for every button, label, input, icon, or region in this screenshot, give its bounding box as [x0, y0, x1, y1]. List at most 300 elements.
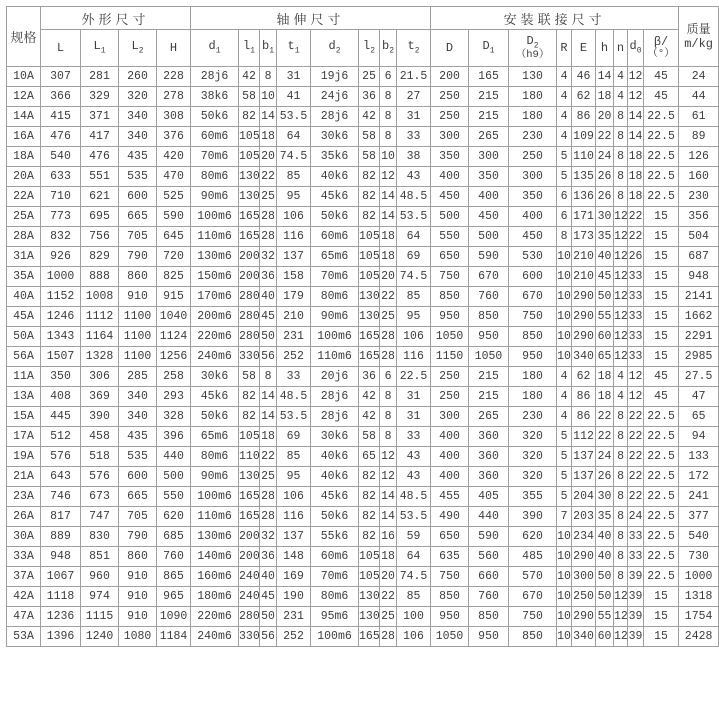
table-cell: 180 — [509, 387, 557, 407]
table-cell: 53.5 — [277, 107, 311, 127]
table-cell: 12 — [628, 87, 644, 107]
table-cell: 50 — [596, 567, 614, 587]
column-header — [157, 30, 191, 67]
table-cell: 45 — [644, 67, 679, 87]
table-cell: 38 — [397, 147, 431, 167]
column-header — [260, 30, 277, 67]
table-cell: 53.5 — [277, 407, 311, 427]
table-cell: 417 — [81, 127, 119, 147]
table-cell: 31 — [397, 407, 431, 427]
column-header-note: （h9） — [515, 49, 550, 62]
table-cell: 22 — [596, 407, 614, 427]
table-cell: 240m6 — [191, 347, 239, 367]
table-cell: 366 — [41, 87, 81, 107]
column-header — [509, 30, 557, 67]
table-cell: 250 — [431, 87, 469, 107]
table-cell: 22 — [260, 447, 277, 467]
table-cell: 165 — [359, 327, 380, 347]
table-cell: 369 — [81, 387, 119, 407]
spec-cell: 31A — [7, 247, 41, 267]
table-cell: 86 — [572, 387, 596, 407]
table-cell: 293 — [157, 387, 191, 407]
table-cell: 240 — [239, 587, 260, 607]
table-cell: 670 — [469, 267, 509, 287]
table-cell: 1246 — [41, 307, 81, 327]
table-cell: 20 — [260, 147, 277, 167]
table-cell: 10 — [260, 87, 277, 107]
table-cell: 130 — [359, 607, 380, 627]
table-cell: 180 — [509, 367, 557, 387]
table-cell: 42 — [359, 387, 380, 407]
table-cell: 2291 — [679, 327, 719, 347]
spec-cell: 18A — [7, 147, 41, 167]
table-cell: 28 — [380, 327, 397, 347]
table-cell: 400 — [431, 427, 469, 447]
table-cell: 40 — [596, 527, 614, 547]
table-cell: 18 — [596, 367, 614, 387]
table-cell: 40 — [260, 567, 277, 587]
table-cell: 190 — [277, 587, 311, 607]
table-cell: 660 — [469, 567, 509, 587]
table-cell: 48.5 — [397, 187, 431, 207]
table-cell: 390 — [81, 407, 119, 427]
table-cell: 550 — [431, 227, 469, 247]
table-cell: 80m6 — [311, 287, 359, 307]
column-header-symbol: b — [262, 39, 270, 54]
table-cell: 15 — [644, 607, 679, 627]
spec-cell: 45A — [7, 307, 41, 327]
table-cell: 36 — [359, 367, 380, 387]
table-cell: 14 — [380, 187, 397, 207]
table-cell: 74.5 — [277, 147, 311, 167]
table-cell: 850 — [431, 287, 469, 307]
table-cell: 825 — [157, 267, 191, 287]
table-cell: 12 — [380, 467, 397, 487]
column-header-symbol: d — [629, 39, 637, 54]
table-cell: 85 — [397, 587, 431, 607]
table-cell: 1184 — [157, 627, 191, 647]
table-cell: 31 — [397, 387, 431, 407]
table-cell: 8 — [614, 547, 628, 567]
table-cell: 171 — [572, 207, 596, 227]
table-cell: 5 — [557, 147, 572, 167]
table-cell: 59 — [397, 527, 431, 547]
table-cell: 645 — [157, 227, 191, 247]
table-cell: 12 — [628, 367, 644, 387]
table-cell: 24 — [628, 507, 644, 527]
table-cell: 20 — [380, 267, 397, 287]
table-cell: 30k6 — [191, 367, 239, 387]
table-cell: 420 — [157, 147, 191, 167]
table-cell: 39 — [628, 587, 644, 607]
column-header-symbol: L — [131, 39, 139, 54]
table-cell: 280 — [239, 287, 260, 307]
table-cell: 22.5 — [644, 527, 679, 547]
table-cell: 60 — [596, 327, 614, 347]
table-cell: 14 — [596, 67, 614, 87]
table-cell: 278 — [157, 87, 191, 107]
spec-cell: 37A — [7, 567, 41, 587]
table-cell: 165 — [239, 507, 260, 527]
table-cell: 35 — [596, 507, 614, 527]
table-cell: 22.5 — [644, 147, 679, 167]
table-cell: 82 — [239, 407, 260, 427]
table-cell: 400 — [431, 167, 469, 187]
table-cell: 1240 — [81, 627, 119, 647]
header-group-3: 安装联接尺寸 — [431, 7, 679, 30]
table-cell: 12 — [614, 627, 628, 647]
table-cell: 5 — [557, 167, 572, 187]
table-cell: 180 — [509, 87, 557, 107]
table-cell: 10 — [557, 587, 572, 607]
table-cell: 1236 — [41, 607, 81, 627]
table-cell: 45 — [644, 387, 679, 407]
table-cell: 590 — [469, 247, 509, 267]
column-header-symbol: H — [169, 40, 178, 55]
table-cell: 36 — [260, 267, 277, 287]
table-row — [7, 447, 719, 467]
table-cell: 860 — [119, 547, 157, 567]
table-cell: 14 — [260, 387, 277, 407]
table-cell: 60 — [596, 627, 614, 647]
table-cell: 69 — [277, 427, 311, 447]
table-cell: 4 — [557, 367, 572, 387]
table-cell: 133 — [679, 447, 719, 467]
table-cell: 40 — [596, 547, 614, 567]
table-cell: 14 — [380, 507, 397, 527]
table-cell: 18 — [628, 167, 644, 187]
table-cell: 340 — [119, 107, 157, 127]
column-header-subscript: 1 — [100, 46, 106, 56]
table-cell: 817 — [41, 507, 81, 527]
table-cell: 74.5 — [397, 267, 431, 287]
table-cell: 440 — [469, 507, 509, 527]
table-cell: 4 — [557, 407, 572, 427]
table-cell: 4 — [614, 67, 628, 87]
table-row — [7, 467, 719, 487]
table-cell: 130m6 — [191, 247, 239, 267]
spec-cell: 11A — [7, 367, 41, 387]
table-cell: 65m6 — [311, 247, 359, 267]
table-cell: 137 — [277, 247, 311, 267]
table-cell: 26 — [596, 467, 614, 487]
table-cell: 6 — [557, 207, 572, 227]
table-cell: 300 — [572, 567, 596, 587]
spec-cell: 22A — [7, 187, 41, 207]
table-cell: 470 — [157, 167, 191, 187]
table-cell: 1090 — [157, 607, 191, 627]
table-cell: 24 — [596, 447, 614, 467]
table-row — [7, 327, 719, 347]
table-cell: 550 — [157, 487, 191, 507]
table-cell: 8 — [614, 487, 628, 507]
table-cell: 10 — [380, 147, 397, 167]
table-cell: 910 — [119, 287, 157, 307]
column-header-subscript: 1 — [294, 46, 300, 56]
table-cell: 12 — [614, 227, 628, 247]
table-cell: 64 — [397, 547, 431, 567]
table-cell: 100m6 — [311, 627, 359, 647]
table-row — [7, 107, 719, 127]
table-row — [7, 307, 719, 327]
table-cell: 525 — [157, 187, 191, 207]
table-row — [7, 67, 719, 87]
spec-cell: 25A — [7, 207, 41, 227]
table-cell: 53.5 — [397, 207, 431, 227]
table-cell: 36 — [359, 87, 380, 107]
table-row — [7, 507, 719, 527]
header-group-2: 轴伸尺寸 — [191, 7, 431, 30]
table-cell: 1100 — [119, 347, 157, 367]
table-cell: 90m6 — [191, 187, 239, 207]
table-cell: 1050 — [431, 327, 469, 347]
spec-cell: 23A — [7, 487, 41, 507]
table-cell: 210 — [277, 307, 311, 327]
column-header-symbol: R — [560, 40, 568, 55]
spec-cell: 21A — [7, 467, 41, 487]
table-cell: 850 — [509, 627, 557, 647]
table-cell: 48.5 — [397, 487, 431, 507]
table-cell: 6 — [380, 367, 397, 387]
table-cell: 10 — [557, 607, 572, 627]
table-cell: 10 — [557, 627, 572, 647]
table-cell: 280 — [239, 607, 260, 627]
table-cell: 22.5 — [644, 487, 679, 507]
table-cell: 340 — [119, 407, 157, 427]
column-header — [644, 30, 679, 67]
table-cell: 974 — [81, 587, 119, 607]
column-header-subscript: 1 — [250, 46, 256, 56]
table-cell: 18 — [380, 227, 397, 247]
table-cell: 2985 — [679, 347, 719, 367]
table-cell: 8 — [380, 407, 397, 427]
table-cell: 260 — [119, 67, 157, 87]
table-cell: 8 — [380, 387, 397, 407]
table-cell: 400 — [431, 447, 469, 467]
table-cell: 16 — [380, 527, 397, 547]
table-cell: 60m6 — [191, 127, 239, 147]
table-cell: 110m6 — [191, 507, 239, 527]
column-header — [596, 30, 614, 67]
table-cell: 160 — [679, 167, 719, 187]
table-cell: 14 — [628, 127, 644, 147]
table-cell: 180 — [509, 107, 557, 127]
table-cell: 576 — [81, 467, 119, 487]
table-cell: 476 — [41, 127, 81, 147]
table-cell: 590 — [157, 207, 191, 227]
table-cell: 55 — [596, 307, 614, 327]
table-cell: 350 — [509, 187, 557, 207]
table-cell: 210 — [572, 247, 596, 267]
table-cell: 950 — [431, 607, 469, 627]
table-cell: 130 — [239, 187, 260, 207]
table-cell: 850 — [469, 607, 509, 627]
table-cell: 10 — [557, 287, 572, 307]
table-cell: 476 — [81, 147, 119, 167]
table-cell: 1100 — [119, 327, 157, 347]
table-cell: 241 — [679, 487, 719, 507]
spec-cell: 17A — [7, 427, 41, 447]
table-cell: 5 — [557, 467, 572, 487]
spec-cell: 35A — [7, 267, 41, 287]
table-cell: 22 — [380, 287, 397, 307]
spec-cell: 33A — [7, 547, 41, 567]
table-cell: 106 — [397, 627, 431, 647]
table-cell: 106 — [277, 487, 311, 507]
spec-cell: 19A — [7, 447, 41, 467]
column-header-symbol: L — [56, 40, 65, 55]
table-cell: 234 — [572, 527, 596, 547]
table-cell: 105 — [359, 247, 380, 267]
table-cell: 5 — [557, 447, 572, 467]
table-cell: 40k6 — [311, 467, 359, 487]
table-row — [7, 487, 719, 507]
table-cell: 747 — [81, 507, 119, 527]
table-cell: 250 — [572, 587, 596, 607]
column-header — [277, 30, 311, 67]
table-cell: 25 — [380, 607, 397, 627]
table-cell: 1100 — [119, 307, 157, 327]
column-header-subscript: 2 — [370, 46, 376, 56]
table-cell: 415 — [41, 107, 81, 127]
table-cell: 635 — [431, 547, 469, 567]
table-cell: 14 — [380, 487, 397, 507]
column-header-symbol: D — [482, 39, 490, 54]
table-cell: 832 — [41, 227, 81, 247]
table-cell: 55 — [596, 607, 614, 627]
table-cell: 215 — [469, 367, 509, 387]
table-cell: 300 — [509, 167, 557, 187]
table-cell: 105 — [239, 147, 260, 167]
table-cell: 203 — [572, 507, 596, 527]
table-cell: 33 — [397, 427, 431, 447]
column-header-symbol: t — [287, 39, 295, 54]
table-cell: 400 — [469, 187, 509, 207]
table-cell: 673 — [81, 487, 119, 507]
table-cell: 910 — [119, 607, 157, 627]
table-cell: 22.5 — [644, 547, 679, 567]
table-cell: 1067 — [41, 567, 81, 587]
table-cell: 33 — [628, 527, 644, 547]
table-cell: 82 — [359, 207, 380, 227]
column-header — [311, 30, 359, 67]
table-cell: 960 — [81, 567, 119, 587]
table-cell: 10 — [557, 527, 572, 547]
table-cell: 540 — [679, 527, 719, 547]
table-cell: 165 — [239, 487, 260, 507]
table-cell: 28 — [260, 487, 277, 507]
table-cell: 1000 — [679, 567, 719, 587]
table-cell: 90m6 — [311, 307, 359, 327]
table-cell: 35k6 — [311, 147, 359, 167]
table-row — [7, 427, 719, 447]
table-cell: 230 — [679, 187, 719, 207]
table-cell: 105 — [359, 547, 380, 567]
table-cell: 210 — [572, 267, 596, 287]
table-row — [7, 367, 719, 387]
table-cell: 12 — [614, 267, 628, 287]
table-cell: 53.5 — [397, 507, 431, 527]
table-cell: 65m6 — [191, 427, 239, 447]
table-cell: 4 — [557, 107, 572, 127]
table-cell: 58 — [359, 127, 380, 147]
table-cell: 860 — [119, 267, 157, 287]
table-cell: 965 — [157, 587, 191, 607]
table-cell: 200 — [431, 67, 469, 87]
table-cell: 80m6 — [191, 167, 239, 187]
table-cell: 24j6 — [311, 87, 359, 107]
table-cell: 82 — [359, 487, 380, 507]
table-cell: 45 — [644, 87, 679, 107]
table-cell: 22 — [596, 427, 614, 447]
spec-cell: 28A — [7, 227, 41, 247]
table-cell: 340 — [572, 627, 596, 647]
column-header-symbol: L — [93, 39, 101, 54]
table-cell: 30 — [596, 207, 614, 227]
table-cell: 82 — [359, 507, 380, 527]
table-cell: 1152 — [41, 287, 81, 307]
table-cell: 8 — [614, 507, 628, 527]
table-cell: 74.5 — [397, 567, 431, 587]
table-cell: 172 — [679, 467, 719, 487]
table-cell: 231 — [277, 327, 311, 347]
table-cell: 340 — [119, 387, 157, 407]
table-cell: 8 — [260, 367, 277, 387]
table-cell: 50k6 — [311, 507, 359, 527]
table-cell: 1000 — [41, 267, 81, 287]
table-cell: 130 — [359, 307, 380, 327]
table-cell: 22.5 — [644, 407, 679, 427]
table-cell: 400 — [431, 467, 469, 487]
table-cell: 665 — [119, 207, 157, 227]
table-cell: 290 — [572, 287, 596, 307]
table-cell: 551 — [81, 167, 119, 187]
table-cell: 355 — [509, 487, 557, 507]
table-cell: 14 — [260, 407, 277, 427]
table-cell: 200m6 — [191, 307, 239, 327]
table-cell: 620 — [157, 507, 191, 527]
table-cell: 15 — [644, 627, 679, 647]
table-cell: 30 — [596, 487, 614, 507]
table-cell: 600 — [509, 267, 557, 287]
table-cell: 455 — [431, 487, 469, 507]
table-cell: 116 — [277, 227, 311, 247]
table-cell: 80m6 — [191, 447, 239, 467]
table-cell: 790 — [119, 247, 157, 267]
table-cell: 1112 — [81, 307, 119, 327]
table-cell: 70m6 — [311, 267, 359, 287]
table-cell: 8 — [557, 227, 572, 247]
table-cell: 33 — [628, 547, 644, 567]
table-cell: 95 — [277, 467, 311, 487]
table-cell: 760 — [469, 587, 509, 607]
table-cell: 105 — [359, 267, 380, 287]
table-cell: 231 — [277, 607, 311, 627]
table-cell: 45 — [260, 307, 277, 327]
table-cell: 8 — [614, 407, 628, 427]
table-cell: 252 — [277, 627, 311, 647]
table-cell: 58 — [359, 147, 380, 167]
spec-cell: 13A — [7, 387, 41, 407]
table-cell: 285 — [119, 367, 157, 387]
table-cell: 42 — [359, 407, 380, 427]
table-cell: 200 — [239, 547, 260, 567]
table-cell: 621 — [81, 187, 119, 207]
column-header — [81, 30, 119, 67]
table-cell: 169 — [277, 567, 311, 587]
table-cell: 7 — [557, 507, 572, 527]
table-cell: 4 — [557, 67, 572, 87]
